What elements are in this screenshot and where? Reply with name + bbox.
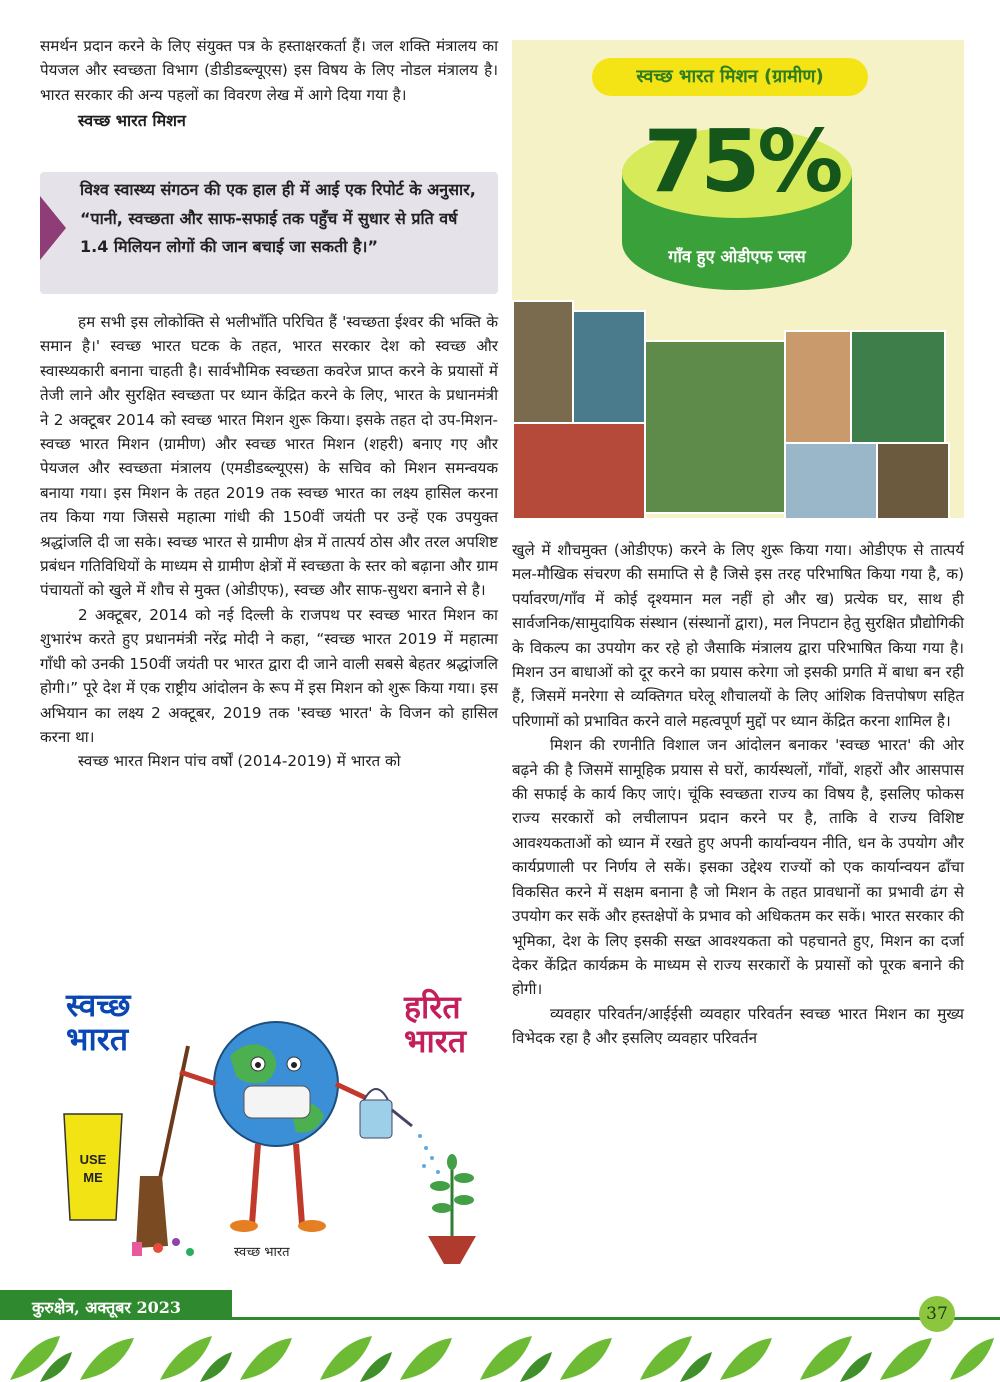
- infographic-subtitle: गाँव हुए ओडीएफ प्लस: [668, 247, 806, 266]
- earth-globe-icon: [214, 1022, 338, 1146]
- journal-footer: कुरुक्षेत्र, अक्तूबर 2023: [32, 1298, 182, 1317]
- face-mask-icon: [244, 1086, 310, 1118]
- photo-forest-road: [644, 340, 788, 514]
- left-title-line-2: भारत: [66, 1020, 129, 1058]
- water-drops: [418, 1134, 440, 1174]
- bin-text-1: USE: [79, 1152, 107, 1167]
- page-number: 37: [919, 1296, 955, 1332]
- dustbin-icon: [64, 1114, 122, 1220]
- photo-collage: [512, 300, 964, 518]
- percent-figure: 75%: [643, 112, 841, 212]
- right-title-line-1: हरित: [404, 988, 461, 1026]
- right-title-line-2: भारत: [404, 1022, 467, 1060]
- left-title-line-1: स्वच्छ: [66, 986, 131, 1024]
- body-paragraph: खुले में शौचमुक्त (ओडीएफ) करने के लिए शुरू किया गया। ओडीएफ से तात्पर्य मल-मौखिक संचरण की समाप्ति से है जिसे इस तरह परिभाषित किया गया है, क) पर्यावरण/गाँव में कोई दृश्यमान मल नहीं हो और ख) प्रत्येक घर, साथ ही सार्वजनिक/सामुदायिक संस्थान (संस्थानों द्वारा), मल निपटान हेतु सुरक्षित प्रौद्योगिकी के विकल्प का उपयोग कर रहे हो जैसाकि मंत्रालय द्वारा परिभाषित किया गया है। मिशन उन बाधाओं को दूर करने का प्रयास करेगा जो इसकी प्रगति में बाधा बन रही हैं, जिसमें मनरेगा से व्यक्तिगत घरेलू शौचालयों के लिए आंशिक वित्तपोषण सहित परिणामों को प्रभावित करने वाले महत्वपूर्ण मुद्दों पर ध्यान केंद्रित करना शामिल है।: [512, 541, 964, 730]
- right-column: [512, 538, 964, 1051]
- photo-dustbins: [572, 310, 646, 424]
- leg-right: [296, 1144, 302, 1224]
- photo-umbrella: [784, 442, 878, 518]
- body-paragraph: व्यवहार परिवर्तन/आईईसी व्यवहार परिवर्तन स्वच्छ भारत मिशन का मुख्य विभेदक रहा है और इसलिए व्यवहार परिवर्तन: [512, 1004, 964, 1048]
- drawing-illustration: [40, 986, 502, 1276]
- odf-plus-infographic: [512, 40, 964, 518]
- leaf-border: [0, 1330, 1000, 1382]
- swachh-bharat-drawing: [40, 986, 502, 1276]
- body-paragraph: मिशन की रणनीति विशाल जन आंदोलन बनाकर 'स्वच्छ भारत' की ओर बढ़ने की है जिसमें सामूहिक प्रयास से घरों, कार्यस्थलों, गाँवों, शहरों और आसपास की सफाई के कार्य किए जाएं। चूंकि स्वच्छता राज्य का विषय है, इसलिए फोकस राज्य सरकारों को लचीलापन प्रदान करने पर है, ताकि वे राज्य विशिष्ट आवश्यकताओं को ध्यान में रखते हुए अपनी कार्यान्वयन नीति, धन के उपयोग और कार्यप्रणाली पर निर्णय ले सकें। इसका उद्देश्य राज्यों को एक कार्यान्वयन ढाँचा विकसित करने में सक्षम बनाना है जो मिशन के तहत प्रावधानों का प्रभावी ढंग से उपयोग कर सकें और हस्तक्षेपों के प्रभाव को अधिकतम कर सकें। भारत सरकार की भूमिका, देश के लिए इसकी सख्त आवश्यकता को पहचानते हुए, मिशन का दर्जा देकर केंद्रित कार्यक्रम के माध्यम से राज्य सरकारों के प्रयासों को पूरक बनाने की होगी।: [512, 736, 964, 999]
- body-paragraph: 2 अक्टूबर, 2014 को नई दिल्ली के राजपथ पर स्वच्छ भारत मिशन का शुभारंभ करते हुए प्रधानमंत्री नरेंद्र मोदी ने कहा, “स्वच्छ भारत 2019 में महात्मा गाँधी को उनकी 150वीं जयंती पर भारत द्वारा दी जाने वाली सबसे बेहतर श्रद्धांजलि होगी।” पूरे देश में एक राष्ट्रीय आंदोलन के रूप में इस मिशन को शुरू किया गया। इस अभियान का लक्ष्य 2 अक्टूबर, 2019 तक 'स्वच्छ भारत' के विजन को हासिल करना था।: [40, 605, 498, 746]
- drawing-caption: स्वच्छ भारत: [234, 1245, 290, 1260]
- body-paragraph: हम सभी इस लोकोक्ति से भलीभाँति परिचित हैं 'स्वच्छता ईश्वर की भक्ति के समान है।' स्वच्छ भारत घटक के तहत, भारत सरकार देश को स्वच्छ और स्वास्थ्यकारी बनाना चाहती है। सार्वभौमिक स्वच्छता कवरेज प्राप्त करने के प्रयासों में तेजी लाने और सुरक्षित स्वच्छता पर ध्यान केंद्रित करने के लिए, भारत के प्रधानमंत्री ने 2 अक्टूबर 2014 को स्वच्छ भारत मिशन शुरू किया। इसके तहत दो उप-मिशन- स्वच्छ भारत मिशन (ग्रामीण) और स्वच्छ भारत मिशन (शहरी) बनाए गए और पेयजल और स्वच्छता मंत्रालय (एमडीडब्ल्यूएस) के सचिव को मिशन समन्वयक बनाया गया। इस मिशन के तहत 2019 तक स्वच्छ भारत का लक्ष्य हासिल करना तय किया गया जिससे महात्मा गांधी की 150वीं जयंती पर उन्हें एक उपयुक्त श्रद्धांजलि दी जा सके। स्वच्छ भारत से ग्रामीण क्षेत्र में तात्पर्य ठोस और तरल अपशिष्ट प्रबंधन गतिविधियों के माध्यम से ग्रामीण क्षेत्रों में स्वच्छता के स्तर को बढ़ाना और ग्राम पंचायतों को खुले में शौच से मुक्त (ओडीएफ), स्वच्छ और साफ-सुथरा बनाने से है।: [40, 313, 498, 600]
- leg-left: [252, 1144, 258, 1224]
- callout-arrow-icon: [40, 196, 66, 260]
- photo-wall-painting: [850, 330, 946, 444]
- broom-icon: [136, 1176, 168, 1248]
- left-column: [40, 34, 498, 136]
- callout-quote: विश्व स्वास्थ्य संगठन की एक हाल ही में आई एक रिपोर्ट के अनुसार, “पानी, स्वच्छता और साफ-सफाई तक पहुँच में सुधार से प्रति वर्ष 1.4 मिलियन लोगों की जान बचाई जा सकती है।”: [80, 180, 476, 256]
- infographic-banner: स्वच्छ भारत मिशन (ग्रामीण): [592, 58, 868, 96]
- photo-mural: [784, 330, 852, 444]
- intro-paragraph: समर्थन प्रदान करने के लिए संयुक्त पत्र के हस्ताक्षरकर्ता हैं। जल शक्ति मंत्रालय का पेयजल और स्वच्छता विभाग (डीडीडब्ल्यूएस) इस विषय के लिए नोडल मंत्रालय है। भारत सरकार की अन्य पहलों का विवरण लेख में आगे दिया गया है।: [40, 37, 498, 104]
- body-paragraph: स्वच्छ भारत मिशन पांच वर्षों (2014-2019) में भारत को: [78, 752, 401, 771]
- photo-school-building: [512, 422, 646, 518]
- photo-village-women: [512, 300, 574, 424]
- bin-text-2: ME: [83, 1170, 103, 1185]
- soil-pot: [428, 1236, 476, 1264]
- watering-can-icon: [360, 1100, 392, 1138]
- photo-group: [876, 442, 950, 518]
- left-column-body: [40, 310, 498, 774]
- section-heading: स्वच्छ भारत मिशन: [78, 111, 186, 131]
